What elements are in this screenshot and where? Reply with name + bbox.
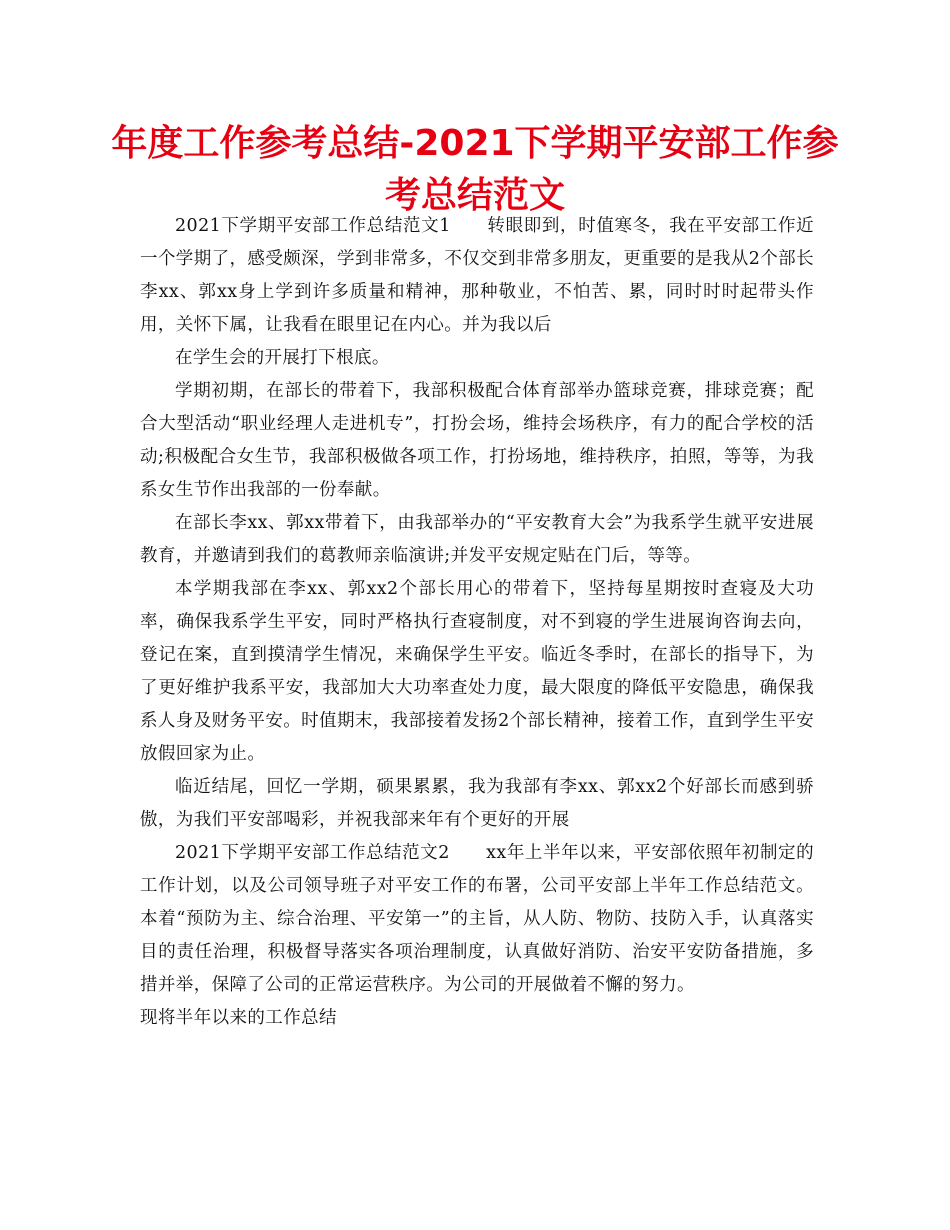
paragraph: 现将半年以来的工作总结 <box>140 1008 337 1028</box>
paragraph: 本学期我部在李xx、郭xx2个部长用心的带着下，坚持每星期按时查寝及大功率，确保我系学生平安，同时严格执行查寝制度，对不到寝的学生进展询咨询去向，登记在案，直到摸清学生情况，来确保学生平安。临近冬季时，在部长的指导下，为了更好维护我系平安，我部加大大功率查处力度，最大限度的降低平安隐患，确保我系人身及财务平安。时值期末，我部接着发扬2个部长精神，接着工作，直到学生平安放假回家为止。 <box>140 579 814 764</box>
document-title: 年度工作参考总结-2021下学期平安部工作参考总结范文 <box>111 123 839 216</box>
paragraph: 临近结尾，回忆一学期，硕果累累，我为我部有李xx、郭xx2个好部长而感到骄傲，为我们平安部喝彩，并祝我部来年有个更好的开展 <box>140 777 814 830</box>
paragraph: 2021下学期平安部工作总结范文2 xx年上半年以来，平安部依照年初制定的工作计划，以及公司领导班子对平安工作的布署，公司平安部上半年工作总结范文。本着“预防为主、综合治理、平安第一”的主旨，从人防、物防、技防入手，认真落实目的责任治理，积极督导落实各项治理制度，认真做好消防、治安平安防备措施，多措并举，保障了公司的正常运营秩序。为公司的开展做着不懈的努力。 <box>140 843 814 995</box>
paragraph: 2021下学期平安部工作总结范文1 转眼即到，时值寒冬，我在平安部工作近一个学期了，感受颇深，学到非常多，不仅交到非常多朋友，更重要的是我从2个部长李xx、郭xx身上学到许多质量和精神，那种敬业，不怕苦、累，同时时时起带头作用，关怀下属，让我看在眼里记在内心。并为我以后 <box>140 216 814 335</box>
paragraph: 学期初期，在部长的带着下，我部积极配合体育部举办篮球竞赛，排球竞赛；配合大型活动“职业经理人走进机专”，打扮会场，维持会场秩序，有力的配合学校的活动;积极配合女生节，我部积极做各项工作，打扮场地，维持秩序，拍照，等等，为我系女生节作出我部的一份奉献。 <box>140 381 814 500</box>
document-body <box>140 210 814 1035</box>
paragraph: 在学生会的开展打下根底。 <box>175 348 390 368</box>
paragraph: 在部长李xx、郭xx带着下，由我部举办的“平安教育大会”为我系学生就平安进展教育，并邀请到我们的葛教师亲临演讲;并发平安规定贴在门后，等等。 <box>140 513 814 566</box>
